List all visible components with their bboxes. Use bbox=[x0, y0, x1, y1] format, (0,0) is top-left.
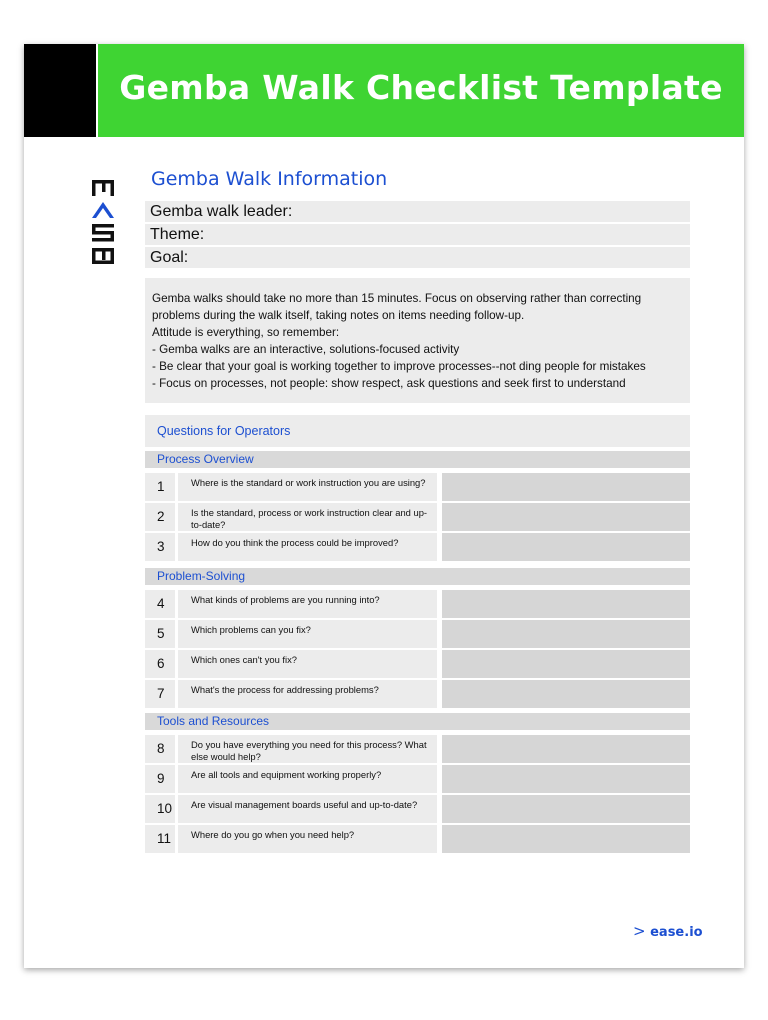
answer-field[interactable] bbox=[442, 765, 690, 793]
info-section-title: Gemba Walk Information bbox=[151, 168, 388, 190]
note-line: problems during the walk itself, taking notes on items needing follow-up. bbox=[152, 309, 525, 322]
answer-field[interactable] bbox=[442, 620, 690, 648]
note-line: - Gemba walks are an interactive, solutions-focused activity bbox=[152, 343, 460, 356]
answer-field[interactable] bbox=[442, 503, 690, 531]
question-text: How do you think the process could be improved? bbox=[178, 533, 437, 561]
question-text: What's the process for addressing problems? bbox=[178, 680, 437, 708]
answer-field[interactable] bbox=[442, 650, 690, 678]
question-text: Which ones can't you fix? bbox=[178, 650, 437, 678]
question-number: 10 bbox=[145, 795, 175, 823]
question-number: 6 bbox=[145, 650, 175, 678]
note-line: Gemba walks should take no more than 15 minutes. Focus on observing rather than correcting bbox=[152, 292, 642, 305]
ease-website-link[interactable] bbox=[633, 922, 703, 940]
question-text: Are visual management boards useful and up-to-date? bbox=[178, 795, 437, 823]
question-text: What kinds of problems are you running into? bbox=[178, 590, 437, 618]
instructions-box bbox=[145, 278, 690, 403]
answer-field[interactable] bbox=[442, 680, 690, 708]
question-text: Which problems can you fix? bbox=[178, 620, 437, 648]
answer-field[interactable] bbox=[442, 825, 690, 853]
question-number: 4 bbox=[145, 590, 175, 618]
question-text: Where is the standard or work instruction you are using? bbox=[178, 473, 437, 501]
section-tools-resources: Tools and Resources bbox=[145, 713, 690, 730]
answer-field[interactable] bbox=[442, 473, 690, 501]
answer-field[interactable] bbox=[442, 795, 690, 823]
question-number: 9 bbox=[145, 765, 175, 793]
question-number: 7 bbox=[145, 680, 175, 708]
leader-field[interactable]: Gemba walk leader: bbox=[145, 201, 690, 222]
question-number: 3 bbox=[145, 533, 175, 561]
answer-field[interactable] bbox=[442, 590, 690, 618]
question-number: 5 bbox=[145, 620, 175, 648]
website-text: ease.io bbox=[650, 925, 703, 940]
goal-field[interactable]: Goal: bbox=[145, 247, 690, 268]
section-process-overview: Process Overview bbox=[145, 451, 690, 468]
question-number: 8 bbox=[145, 735, 175, 763]
question-text: Are all tools and equipment working properly? bbox=[178, 765, 437, 793]
ease-logo bbox=[88, 178, 118, 278]
theme-field[interactable]: Theme: bbox=[145, 224, 690, 245]
question-text: Do you have everything you need for this process? What else would help? bbox=[178, 735, 437, 763]
question-text: Is the standard, process or work instruction clear and up-to-date? bbox=[178, 503, 437, 531]
question-text: Where do you go when you need help? bbox=[178, 825, 437, 853]
page-title: Gemba Walk Checklist Template bbox=[119, 68, 723, 107]
note-line: - Focus on processes, not people: show respect, ask questions and seek first to understand bbox=[152, 377, 626, 390]
header-black-block bbox=[24, 44, 96, 137]
answer-field[interactable] bbox=[442, 533, 690, 561]
questions-header: Questions for Operators bbox=[145, 415, 690, 447]
question-number: 1 bbox=[145, 473, 175, 501]
question-number: 11 bbox=[145, 825, 175, 853]
note-line: - Be clear that your goal is working together to improve processes--not ding people for mistakes bbox=[152, 360, 646, 373]
checklist-page bbox=[24, 44, 744, 968]
chevron-right-icon: > bbox=[633, 922, 646, 940]
answer-field[interactable] bbox=[442, 735, 690, 763]
section-problem-solving: Problem-Solving bbox=[145, 568, 690, 585]
title-banner bbox=[98, 44, 744, 137]
note-line: Attitude is everything, so remember: bbox=[152, 326, 340, 339]
question-number: 2 bbox=[145, 503, 175, 531]
